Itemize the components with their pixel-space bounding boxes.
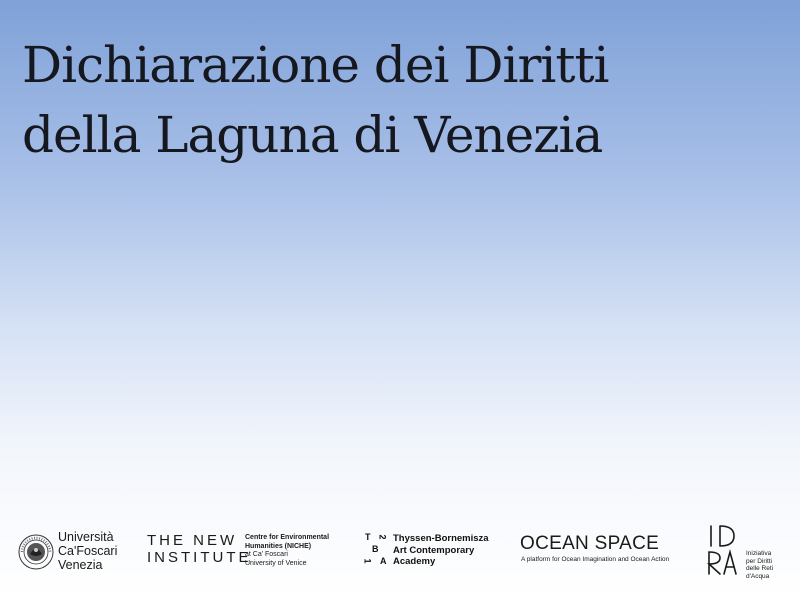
tba21-letter-a: A xyxy=(380,556,387,566)
tba21-monogram xyxy=(362,532,389,568)
logo-ocean-space[interactable] xyxy=(520,534,690,574)
idra-line-1: Iniziativa xyxy=(746,550,772,557)
tba21-line-2: Art Contemporary xyxy=(393,544,475,556)
logo-tba21[interactable] xyxy=(362,532,505,578)
idra-line-3: delle Reti xyxy=(746,565,774,572)
new-institute-mark-line-1: THE NEW xyxy=(147,532,238,549)
idra-wordmark xyxy=(746,550,773,580)
tba21-line-3: Academy xyxy=(393,556,436,567)
logo-idra[interactable] xyxy=(706,524,796,580)
ca-foscari-line-3: Venezia xyxy=(58,558,103,572)
niche-line-4: University of Venice xyxy=(245,559,307,567)
niche-line-3: at Ca' Foscari xyxy=(245,551,288,558)
logo-new-institute[interactable] xyxy=(147,532,347,578)
new-institute-mark-line-2: INSTITUTE xyxy=(147,549,252,566)
ca-foscari-line-1: Università xyxy=(58,530,114,544)
ca-foscari-line-2: Ca'Foscari xyxy=(58,544,118,558)
idra-line-4: d'Acqua xyxy=(746,572,770,580)
idra-line-2: per Diritti xyxy=(746,557,773,565)
university-seal-icon xyxy=(18,534,54,570)
new-institute-wordmark xyxy=(147,532,252,566)
tba21-letter-t: T xyxy=(365,532,371,542)
ocean-space-tagline: A platform for Ocean Imagination and Ocean Action xyxy=(521,556,670,563)
ocean-space-wordmark: OCEAN SPACE xyxy=(520,533,660,554)
title-line-2: della Laguna di Venezia xyxy=(22,106,603,164)
tba21-letter-b: B xyxy=(372,544,379,554)
idra-monogram-icon xyxy=(706,524,740,576)
tba21-digit-2: 2 xyxy=(377,534,388,540)
title-line-1: Dichiarazione dei Diritti xyxy=(22,36,609,94)
ca-foscari-wordmark xyxy=(58,530,117,572)
niche-line-1: Centre for Environmental xyxy=(245,534,330,541)
tba21-wordmark xyxy=(393,533,489,568)
niche-line-2: Humanities (NICHE) xyxy=(245,542,312,550)
new-institute-info xyxy=(245,534,329,568)
page-title xyxy=(22,30,609,170)
tba21-line-1: Thyssen-Bornemisza xyxy=(393,533,489,544)
partner-logos xyxy=(0,520,800,590)
tba21-digit-1: 1 xyxy=(362,558,373,564)
